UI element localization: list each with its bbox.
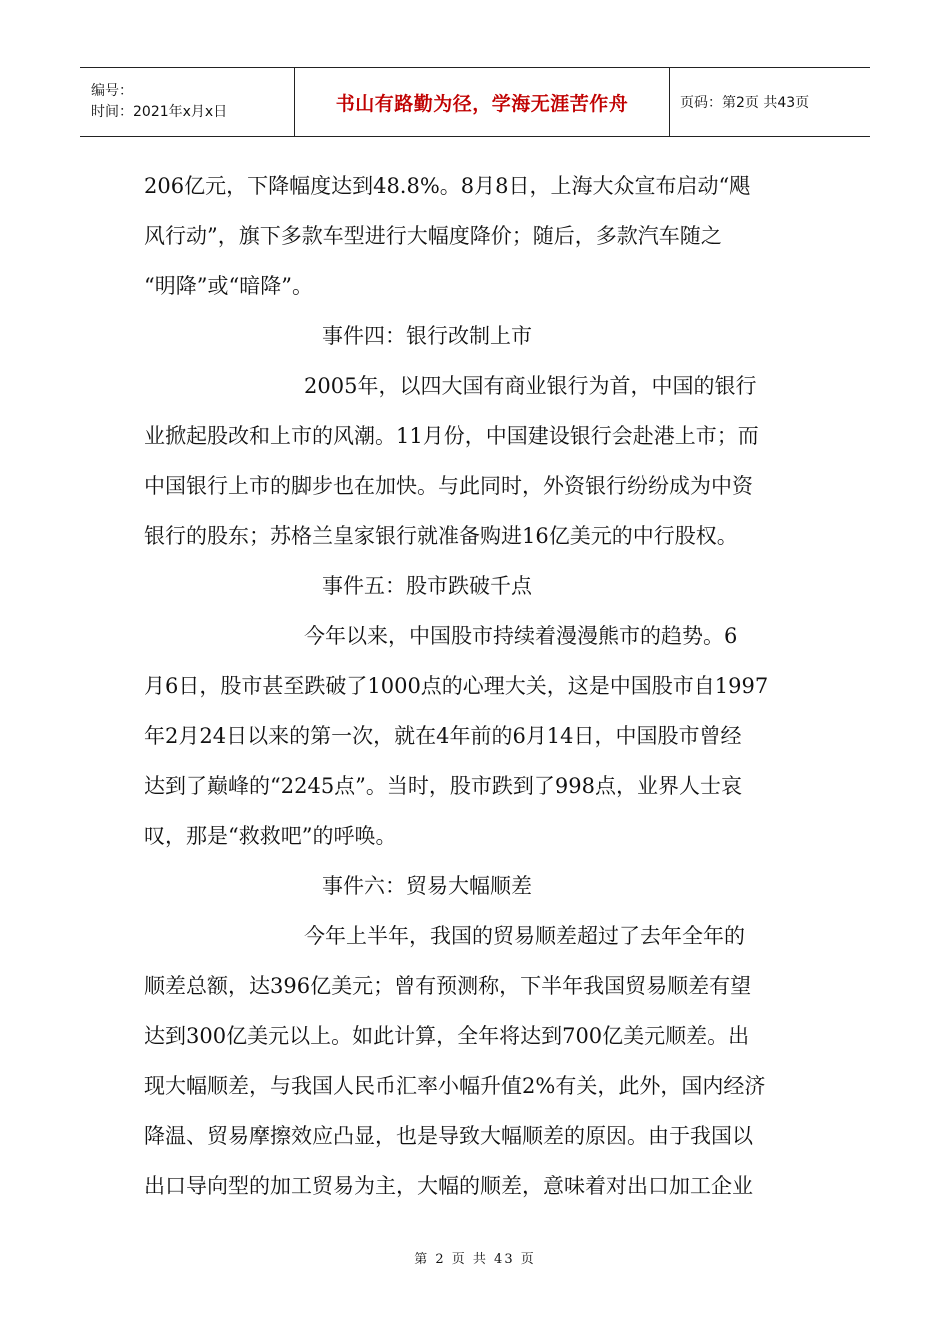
header-meta-cell: [80, 68, 295, 137]
body-line: 业掀起股改和上市的风潮。11月份，中国建设银行会赴港上市；而: [144, 424, 759, 448]
body-line: 中国银行上市的脚步也在加快。与此同时，外资银行纷纷成为中资: [144, 474, 753, 498]
body-line: 顺差总额，达396亿美元；曾有预测称，下半年我国贸易顺差有望: [144, 974, 752, 998]
body-line: 达到300亿美元以上。如此计算，全年将达到700亿美元顺差。出: [144, 1024, 750, 1048]
body-line: 2005年，以四大国有商业银行为首，中国的银行: [304, 374, 757, 398]
body-line: 月6日，股市甚至跌破了1000点的心理大关，这是中国股市自1997: [144, 674, 769, 698]
section-heading: 事件四：银行改制上市: [322, 324, 532, 348]
date-label: 时间：2021年x月x日: [91, 104, 228, 120]
document-body: [144, 161, 809, 1211]
body-line: 降温、贸易摩擦效应凸显，也是导致大幅顺差的原因。由于我国以: [144, 1124, 753, 1148]
section-heading: 事件五：股市跌破千点: [322, 574, 532, 598]
body-line: 风行动”，旗下多款车型进行大幅度降价；随后，多款汽车随之: [144, 224, 722, 248]
section-heading: 事件六：贸易大幅顺差: [322, 874, 532, 898]
body-line: 206亿元，下降幅度达到48.8%。8月8日，上海大众宣布启动“飓: [144, 174, 751, 198]
page-footer: 第 2 页 共 43 页: [414, 1252, 536, 1267]
body-line: 叹，那是“救救吧”的呼唤。: [144, 824, 397, 848]
body-line: 达到了巅峰的“2245点”。当时，股市跌到了998点，业界人士哀: [144, 774, 742, 798]
body-line: 今年上半年，我国的贸易顺差超过了去年全年的: [304, 924, 745, 948]
header-motto: 书山有路勤为径，学海无涯苦作舟: [295, 68, 670, 137]
body-line: 出口导向型的加工贸易为主，大幅的顺差，意味着对出口加工企业: [144, 1174, 753, 1198]
number-label: 编号：: [91, 83, 133, 99]
body-line: “明降”或“暗降”。: [144, 274, 313, 298]
body-line: 年2月24日以来的第一次，就在4年前的6月14日，中国股市曾经: [144, 724, 742, 748]
body-line: 今年以来，中国股市持续着漫漫熊市的趋势。6: [304, 624, 738, 648]
body-line: 银行的股东；苏格兰皇家银行就准备购进16亿美元的中行股权。: [144, 524, 738, 548]
header-table: [80, 67, 870, 137]
body-line: 现大幅顺差，与我国人民币汇率小幅升值2%有关，此外，国内经济: [144, 1074, 766, 1098]
header-page-info: 页码：第2页 共43页: [670, 68, 871, 137]
